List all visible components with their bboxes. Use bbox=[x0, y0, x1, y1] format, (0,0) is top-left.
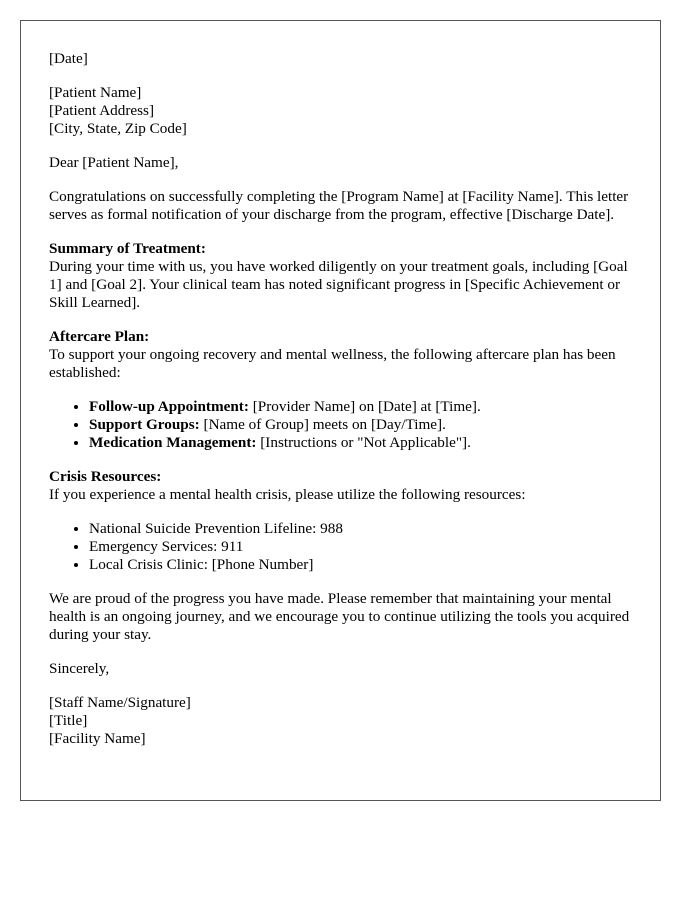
summary-text: During your time with us, you have worked diligently on your treatment goals, including [Goal 1] and [Goal 2]. Your clinical team has noted significant progress in [Specific Achievement or Skill Learned]. bbox=[49, 258, 628, 311]
aftercare-heading: Aftercare Plan: bbox=[49, 328, 150, 345]
item-label: Support Groups: bbox=[89, 416, 200, 433]
list-item: • Local Crisis Clinic: [Phone Number] bbox=[89, 556, 630, 574]
recipient-city: [City, State, Zip Code] bbox=[49, 120, 187, 137]
crisis-section bbox=[49, 468, 630, 504]
recipient-address: [Patient Address] bbox=[49, 102, 155, 119]
summary-heading: Summary of Treatment: bbox=[49, 240, 206, 257]
signoff: Sincerely, bbox=[49, 660, 110, 677]
discharge-letter bbox=[20, 20, 661, 801]
salutation: Dear [Patient Name], bbox=[49, 154, 179, 171]
list-item bbox=[89, 416, 630, 434]
crisis-heading: Crisis Resources: bbox=[49, 468, 162, 485]
list-item: • National Suicide Prevention Lifeline: 988 bbox=[89, 520, 630, 538]
recipient-block bbox=[49, 84, 630, 138]
letter-date: [Date] bbox=[49, 50, 88, 67]
crisis-list bbox=[49, 520, 630, 574]
crisis-text: If you experience a mental health crisis, please utilize the following resources: bbox=[49, 486, 526, 503]
item-text: [Instructions or "Not Applicable"]. bbox=[256, 434, 471, 451]
list-item: • Emergency Services: 911 bbox=[89, 538, 630, 556]
item-text: [Name of Group] meets on [Day/Time]. bbox=[199, 416, 446, 433]
item-label: Follow-up Appointment: bbox=[89, 398, 249, 415]
item-label: Medication Management: bbox=[89, 434, 257, 451]
list-item bbox=[89, 398, 630, 416]
staff-name: [Staff Name/Signature] bbox=[49, 694, 191, 711]
summary-section bbox=[49, 240, 630, 312]
facility-name: [Facility Name] bbox=[49, 730, 146, 747]
closing-paragraph: We are proud of the progress you have made. Please remember that maintaining your mental health is an ongoing journey, and we encourage you to continue utilizing the tools you acquired during your stay. bbox=[49, 590, 630, 643]
aftercare-section bbox=[49, 328, 630, 382]
signature-block bbox=[49, 694, 630, 748]
aftercare-list bbox=[49, 398, 630, 452]
item-text: [Provider Name] on [Date] at [Time]. bbox=[248, 398, 481, 415]
aftercare-text: To support your ongoing recovery and mental wellness, the following aftercare plan has been established: bbox=[49, 346, 616, 381]
staff-title: [Title] bbox=[49, 712, 88, 729]
intro-paragraph: Congratulations on successfully completing the [Program Name] at [Facility Name]. This letter serves as formal notification of your discharge from the program, effective [Discharge Date]. bbox=[49, 188, 629, 223]
list-item bbox=[89, 434, 630, 452]
recipient-name: [Patient Name] bbox=[49, 84, 142, 101]
